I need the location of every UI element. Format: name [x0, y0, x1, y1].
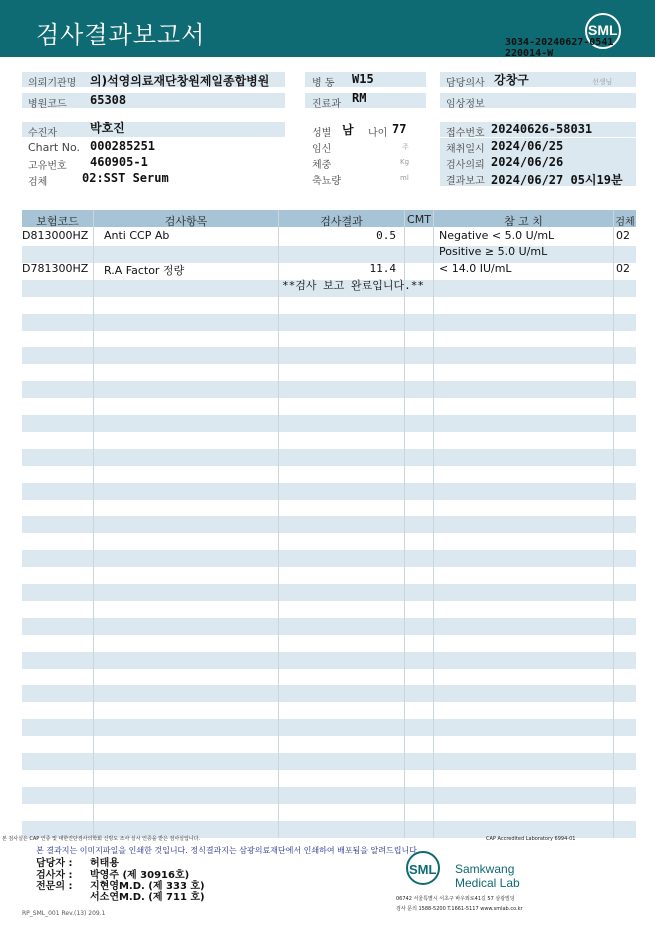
header-cmt: CMT: [407, 213, 431, 226]
report-code-line1: 3034-20240627-0541: [505, 37, 614, 48]
table-stripe-row: [22, 314, 636, 331]
table-stripe-row: [22, 719, 636, 736]
table-stripe-row: [22, 753, 636, 770]
hospital-code-value: 65308: [90, 93, 127, 107]
chart-label: Chart No.: [28, 141, 80, 154]
collect-label: 채취일시: [446, 144, 485, 155]
column-divider: [93, 210, 94, 838]
table-stripe-row: [22, 347, 636, 364]
table-stripe-row: [22, 652, 636, 669]
hospital-code-label: 병원코드: [28, 99, 67, 110]
doctor-label: 담당의사: [446, 78, 485, 89]
report-code: [505, 37, 613, 59]
examiner-label: 검사자 :: [36, 870, 73, 881]
ward-value: W15: [352, 72, 374, 86]
examiner-value: 박영주 (제 30916호): [90, 870, 190, 881]
column-divider: [433, 210, 434, 838]
pregnancy-label: 임신: [312, 144, 332, 155]
result-datetime: 2024/06/27 05시19분: [491, 173, 623, 187]
urine-label: 축뇨량: [312, 176, 341, 187]
id-label: 고유번호: [28, 161, 67, 172]
specimen-label: 검체: [28, 177, 48, 188]
specialist-label: 전문의 :: [36, 881, 73, 892]
row1-item: Anti CCP Ab: [104, 229, 170, 242]
sml-logo-text: SML: [588, 22, 618, 38]
table-stripe-row: [22, 550, 636, 567]
sex-label: 성별: [312, 128, 332, 139]
weight-label: 체중: [312, 160, 332, 171]
column-divider: [613, 210, 614, 838]
header-specimen: 검체: [615, 217, 635, 228]
patient-label: 수진자: [28, 128, 57, 139]
manager-label: 담당자 :: [36, 858, 73, 869]
receipt-value: 20240626-58031: [491, 122, 593, 136]
row2-reference: < 14.0 IU/mL: [439, 262, 512, 275]
patient-name: 박호진: [90, 121, 125, 135]
row2-item: R.A Factor 정량: [104, 264, 185, 277]
header-reference: 참 고 치: [504, 215, 543, 228]
table-stripe-row: [22, 685, 636, 702]
table-stripe-row: [22, 516, 636, 533]
receipt-label: 접수번호: [446, 128, 485, 139]
table-stripe-row: [22, 415, 636, 432]
age-value: 77: [392, 122, 407, 136]
chart-value: 000285251: [90, 139, 156, 153]
request-label: 검사의뢰: [446, 160, 485, 171]
column-divider: [404, 210, 405, 838]
brand-address: 06742 서울특별시 서초구 바우뫼로41길 57 삼광빌딩: [396, 896, 515, 902]
urine-unit: ml: [400, 174, 409, 182]
report-complete-note: **검사 보고 완료입니다.**: [282, 279, 424, 292]
row2-result: 11.4: [369, 262, 396, 275]
sex-value: 남: [342, 123, 354, 137]
pregnancy-unit: 주: [402, 143, 409, 151]
row1-reference: Negative < 5.0 U/mL: [439, 229, 555, 242]
table-stripe-row: [22, 618, 636, 635]
ward-label: 병 동: [312, 78, 335, 89]
table-stripe-row: [22, 584, 636, 601]
certification-note: 본 검사실은 CAP 인증 및 대한진단검사의학회 신빙도 조사 실시 인증을 받은 검사실입니다.: [2, 836, 201, 842]
dept-value: RM: [352, 91, 367, 105]
cap-accreditation: CAP Accredited Laboratory 6994-01: [486, 836, 576, 842]
age-label: 나이: [368, 128, 388, 139]
manager-value: 허태용: [90, 858, 119, 869]
doctor-value: 강창구: [494, 73, 529, 87]
row1-specimen: 02: [616, 229, 630, 242]
print-notice: 본 결과지는 이미지파일을 인쇄한 것입니다. 정식결과지는 삼광의료재단에서 인쇄하여 배포됨을 알려드립니다.: [36, 846, 420, 855]
specialist-1: 지현영M.D. (제 333 호): [90, 881, 205, 892]
table-stripe-row: [22, 381, 636, 398]
request-value: 2024/06/26: [491, 155, 564, 169]
row2-specimen: 02: [616, 262, 630, 275]
table-stripe-row: [22, 787, 636, 804]
dept-label: 진료과: [312, 99, 341, 110]
header-result: 검사결과: [320, 215, 363, 228]
header-test-item: 검사항목: [164, 215, 208, 228]
clinical-label: 임상정보: [446, 99, 485, 110]
specialist-2: 서소연M.D. (제 711 호): [90, 892, 205, 903]
row1-result: 0.5: [376, 229, 396, 242]
row1-reference-2: Positive ≥ 5.0 U/mL: [439, 245, 548, 258]
brand-name-line2: Medical Lab: [455, 876, 520, 890]
institution-label: 의뢰기관명: [28, 78, 77, 89]
form-code: RP_SML_001 Rev.(13) 209.1: [22, 910, 106, 917]
report-code-line2: 220014-W: [505, 48, 554, 59]
brand-phone: 검사 문의 1588-5200 T.1661-5117 www.smlab.co.kr: [396, 906, 523, 912]
patient-row-bg: [22, 122, 285, 137]
result-label: 결과보고: [446, 176, 485, 187]
table-stripe-row: [22, 449, 636, 466]
collect-value: 2024/06/25: [491, 139, 564, 153]
header-insurance-code: 보험코드: [36, 215, 79, 228]
specimen-value: 02:SST Serum: [82, 171, 169, 185]
row2-code: D781300HZ: [22, 262, 89, 275]
row1-code: D813000HZ: [22, 229, 89, 242]
brand-logo-text: SML: [409, 862, 437, 877]
doctor-suffix: 선생님: [592, 78, 613, 86]
weight-unit: Kg: [400, 158, 410, 166]
id-value: 460905-1: [90, 155, 148, 169]
table-stripe-row: [22, 483, 636, 500]
institution-value: 의)석영의료재단창원제일종합병원: [90, 74, 270, 88]
brand-name-line1: Samkwang: [455, 862, 515, 876]
column-divider: [278, 210, 279, 838]
report-title: 검사결과보고서: [36, 21, 206, 49]
